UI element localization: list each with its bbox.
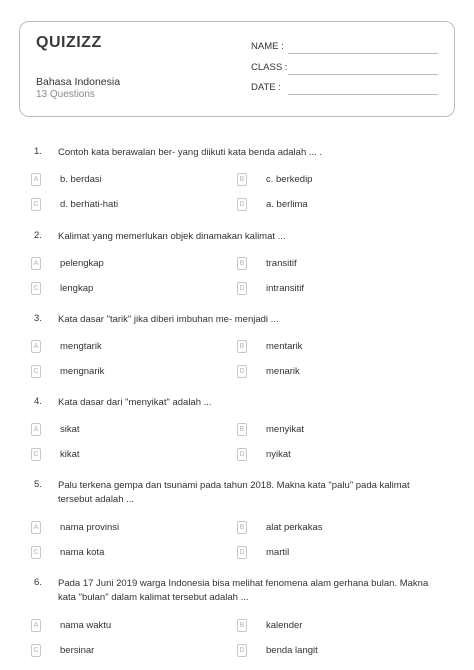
option-letter: D (237, 365, 247, 378)
option-text: b. berdasi (60, 174, 102, 185)
question-count: 13 Questions (36, 89, 95, 100)
option-text: mengnarik (60, 366, 105, 377)
name-label: NAME : (251, 41, 284, 52)
question-number: 6. (34, 577, 42, 588)
option-letter: B (237, 257, 247, 270)
question-text: Palu terkena gempa dan tsunami pada tahun 2018. Makna kata "palu" pada kalimat tersebut adalah ... (58, 480, 410, 505)
option-letter: D (237, 198, 247, 211)
date-line (288, 94, 438, 95)
option-text: lengkap (60, 283, 94, 294)
option-text: nyikat (266, 449, 291, 460)
option-letter: C (31, 546, 41, 559)
question-number: 3. (34, 313, 42, 324)
option-letter: B (237, 521, 247, 534)
option-text: a. berlima (266, 199, 308, 210)
option-text: mengtarik (60, 341, 102, 352)
option-text: intransitif (266, 283, 305, 294)
option-text: menarik (266, 366, 300, 377)
option-text: menyikat (266, 424, 305, 435)
option-letter: A (31, 423, 41, 436)
option-text: benda langit (266, 645, 318, 656)
option-text: sikat (60, 424, 80, 435)
option-text: d. berhati-hati (60, 199, 119, 210)
question-text: Pada 17 Juni 2019 warga Indonesia bisa melihat fenomena alam gerhana bulan. Makna kata "bulan" dalam kalimat tersebut adalah ... (58, 578, 429, 603)
question-number: 1. (34, 146, 42, 157)
option-text: bersinar (60, 645, 95, 656)
option-letter: A (31, 619, 41, 632)
question-text: Kata dasar dari "menyikat" adalah ... (58, 397, 212, 408)
option-letter: B (237, 619, 247, 632)
option-letter: A (31, 340, 41, 353)
option-letter: A (31, 521, 41, 534)
quizizz-logo: QUIZIZZ (36, 34, 102, 51)
option-text: martil (266, 547, 290, 558)
name-line (288, 53, 438, 54)
option-letter: C (31, 282, 41, 295)
option-text: kalender (266, 620, 303, 631)
option-letter: C (31, 365, 41, 378)
option-letter: C (31, 198, 41, 211)
option-letter: B (237, 423, 247, 436)
option-text: transitif (266, 258, 297, 269)
option-text: pelengkap (60, 258, 104, 269)
option-text: alat perkakas (266, 522, 323, 533)
question-number: 5. (34, 479, 42, 490)
question-text: Kalimat yang memerlukan objek dinamakan kalimat ... (58, 231, 286, 242)
question-number: 4. (34, 396, 42, 407)
subject-title: Bahasa Indonesia (36, 76, 121, 88)
option-letter: C (31, 448, 41, 461)
option-letter: B (237, 173, 247, 186)
question-text: Contoh kata berawalan ber- yang diikuti kata benda adalah ... . (58, 147, 323, 158)
date-label: DATE : (251, 82, 281, 93)
class-line (288, 74, 438, 75)
option-letter: A (31, 257, 41, 270)
option-text: c. berkedip (266, 174, 313, 185)
option-letter: D (237, 644, 247, 657)
option-letter: B (237, 340, 247, 353)
option-text: nama provinsi (60, 522, 120, 533)
option-text: mentarik (266, 341, 303, 352)
option-letter: C (31, 644, 41, 657)
option-text: kikat (60, 449, 80, 460)
class-label: CLASS : (251, 62, 288, 73)
option-letter: A (31, 173, 41, 186)
option-letter: D (237, 282, 247, 295)
option-text: nama kota (60, 547, 105, 558)
option-letter: D (237, 546, 247, 559)
option-text: nama waktu (60, 620, 112, 631)
question-number: 2. (34, 230, 42, 241)
question-text: Kata dasar "tarik" jika diberi imbuhan me- menjadi ... (58, 314, 279, 325)
worksheet-header (19, 21, 455, 117)
option-letter: D (237, 448, 247, 461)
